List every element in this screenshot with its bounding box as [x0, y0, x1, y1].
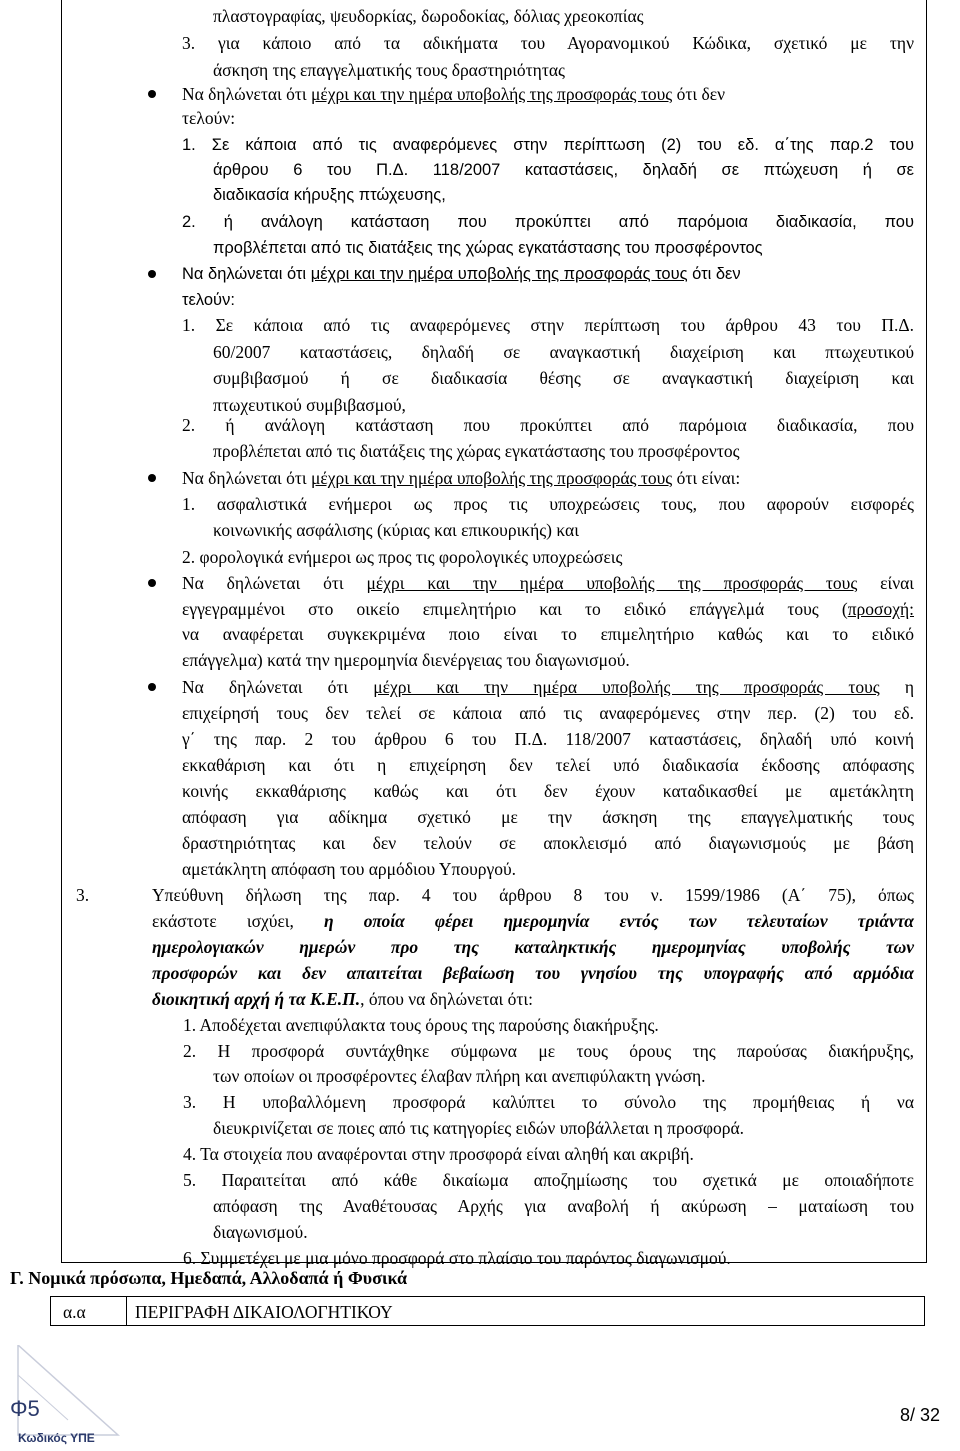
text-line: πλαστογραφίας, ψευδορκίας, δωροδοκίας, δόλιας χρεοκοπίας — [213, 6, 644, 26]
text-line: επάγγελμα) κατά την ημερομηνία διενέργειας του διαγωνισμού. — [182, 650, 630, 670]
text-line: άρθρου 6 του Π.Δ. 118/2007 καταστάσεις, δηλαδή σε πτώχευση ή σε — [213, 161, 914, 179]
text-line: 6. Συμμετέχει με μια μόνο προσφορά στο πλαίσιο του παρόντος διαγωνισμού. — [183, 1248, 731, 1268]
text-line: απόφαση της Αναθέτουσας Αρχής για αναβολή ή ακύρωση – ματαίωση του — [213, 1196, 914, 1216]
text-line: 3. Η υποβαλλόμενη προσφορά καλύπτει το σύνολο της προμήθειας ή να — [183, 1092, 914, 1112]
logo-caption: Κωδικός ΥΠΕ — [18, 1431, 95, 1445]
text-line: τελούν: — [182, 108, 236, 128]
text-line: προβλέπεται από τις διατάξεις της χώρας εγκατάστασης του προσφέροντος — [213, 441, 740, 461]
item-number: 3. — [76, 885, 90, 905]
text-line: 2. φορολογικά ενήμεροι ως προς τις φορολογικές υποχρεώσεις — [182, 547, 623, 567]
text-line: 2. ή ανάλογη κατάσταση που προκύπτει από παρόμοια διαδικασία, που — [182, 415, 914, 435]
text-line: να αναφέρεται συγκεκριμένα ποιο είναι το επιμελητήριο καθώς και το ειδικό — [182, 624, 914, 644]
text-line: διευκρινίζεται σε ποιες από τις κατηγορίες ειδών υποβάλλεται η προσφορά. — [213, 1118, 745, 1138]
text-line: 5. Παραιτείται από κάθε δικαίωμα αποζημίωσης του σχετικά με οποιαδήποτε — [183, 1170, 914, 1190]
text-line: γ΄ της παρ. 2 του άρθρου 6 του Π.Δ. 118/2007 καταστάσεις, δηλαδή υπό κοινή — [182, 729, 914, 749]
text-line: αμετάκλητη απόφαση του αρμόδιου Υπουργού. — [182, 859, 517, 879]
section-heading: Γ. Νομικά πρόσωπα, Ημεδαπά, Αλλοδαπά ή Φυσικά — [10, 1268, 407, 1288]
text-line: 2. ή ανάλογη κατάσταση που προκύπτει από παρόμοια διαδικασία, που — [182, 213, 914, 231]
text-line: δραστηριότητας και δεν τελούν σε αποκλεισμό από διαγωνισμούς με βάση — [182, 833, 914, 853]
text-line: Να δηλώνεται ότι μέχρι και την ημέρα υποβολής της προσφοράς τους η — [182, 677, 914, 697]
table-col-description: ΠΕΡΙΓΡΑΦΗ ΔΙΚΑΙΟΛΟΓΗΤΙΚΟΥ — [135, 1302, 393, 1322]
text-line: 4. Τα στοιχεία που αναφέρονται στην προσφορά είναι αληθή και ακριβή. — [183, 1144, 694, 1164]
text-line: προσφορών και δεν απαιτείται βεβαίωση του γνησίου της υπογραφής από αρμόδια — [152, 963, 914, 983]
text-line: 2. Η προσφορά συντάχθηκε σύμφωνα με τους όρους της παρούσας διακήρυξης, — [183, 1041, 914, 1061]
text-line: εγγεγραμμένοι στο οικείο επιμελητήριο και το ειδικό επάγγελμά τους (προσοχή: — [182, 599, 914, 619]
text-line: 1. Σε κάποια από τις αναφερόμενες στην περίπτωση του άρθρου 43 του Π.Δ. — [182, 315, 914, 335]
text-line: Να δηλώνεται ότι μέχρι και την ημέρα υποβολής της προσφοράς τους ότι δεν — [182, 265, 741, 283]
text-line: εκκαθάριση και ότι η επιχείρηση δεν τελεί υπό διαδικασία έκδοσης απόφασης — [182, 755, 914, 775]
text-line: διαγωνισμού. — [213, 1222, 308, 1242]
text-line: Να δηλώνεται ότι μέχρι και την ημέρα υποβολής της προσφοράς τους είναι — [182, 573, 914, 593]
bullet — [148, 474, 156, 482]
bullet — [148, 270, 156, 278]
text-line: κοινής εκκαθάρισης καθώς και ότι δεν έχουν καταδικασθεί με αμετάκλητη — [182, 781, 914, 801]
text-line: διαδικασία κήρυξης πτώχευσης, — [213, 186, 446, 204]
table-col-number: α.α — [51, 1297, 127, 1325]
table-header — [50, 1296, 925, 1326]
page-number: 8/ 32 — [900, 1405, 941, 1425]
text-line: 1. Αποδέχεται ανεπιφύλακτα τους όρους της παρούσης διακήρυξης. — [183, 1015, 659, 1035]
text-line: Να δηλώνεται ότι μέχρι και την ημέρα υποβολής της προσφοράς τους ότι είναι: — [182, 468, 741, 488]
bullet — [148, 90, 156, 98]
text-line: εκάστοτε ισχύει, η οποία φέρει ημερομηνία εντός των τελευταίων τριάντα — [152, 911, 914, 931]
logo-symbol: Φ5 — [10, 1396, 40, 1421]
text-line: απόφαση για αδίκημα σχετικό με την άσκηση της επαγγελματικής τους — [182, 807, 914, 827]
text-line: 1. Σε κάποια από τις αναφερόμενες στην περίπτωση (2) του εδ. α΄της παρ.2 του — [182, 136, 914, 154]
text-line: Να δηλώνεται ότι μέχρι και την ημέρα υποβολής της προσφοράς τους ότι δεν — [182, 84, 725, 104]
text-line: ημερολογιακών ημερών προ της καταληκτικής ημερομηνίας υποβολής των — [152, 937, 914, 957]
bullet — [148, 579, 156, 587]
text-line: 60/2007 καταστάσεις, δηλαδή σε αναγκαστική διαχείριση και πτωχευτικού — [213, 342, 914, 362]
text-line: τελούν: — [182, 291, 235, 309]
text-line: πτωχευτικού συμβιβασμού, — [213, 395, 406, 415]
bullet — [148, 683, 156, 691]
text-line: 3. για κάποιο από τα αδικήματα του Αγορανομικού Κώδικα, σχετικό με την — [182, 33, 914, 53]
text-line: 1. ασφαλιστικά ενήμεροι ως προς τις υποχρεώσεις τους, που αφορούν εισφορές — [182, 494, 914, 514]
text-line: διοικητική αρχή ή τα Κ.Ε.Π., όπου να δηλώνεται ότι: — [152, 989, 533, 1009]
text-line: Υπεύθυνη δήλωση της παρ. 4 του άρθρου 8 του ν. 1599/1986 (Α΄ 75), όπως — [152, 885, 914, 905]
text-line: προβλέπεται από τις διατάξεις της χώρας εγκατάστασης του προσφέροντος — [213, 239, 763, 257]
text-line: άσκηση της επαγγελματικής τους δραστηριότητας — [213, 60, 565, 80]
text-line: κοινωνικής ασφάλισης (κύριας και επικουρικής) και — [213, 520, 579, 540]
text-line: των οποίων οι προσφέροντες έλαβαν πλήρη και ανεπιφύλακτη γνώση. — [213, 1066, 706, 1086]
text-line: επιχείρησή τους δεν τελεί σε κάποια από τις αναφερόμενες στην περ. (2) του εδ. — [182, 703, 914, 723]
text-line: συμβιβασμού ή σε διαδικασία θέσης σε αναγκαστική διαχείριση και — [213, 368, 914, 388]
